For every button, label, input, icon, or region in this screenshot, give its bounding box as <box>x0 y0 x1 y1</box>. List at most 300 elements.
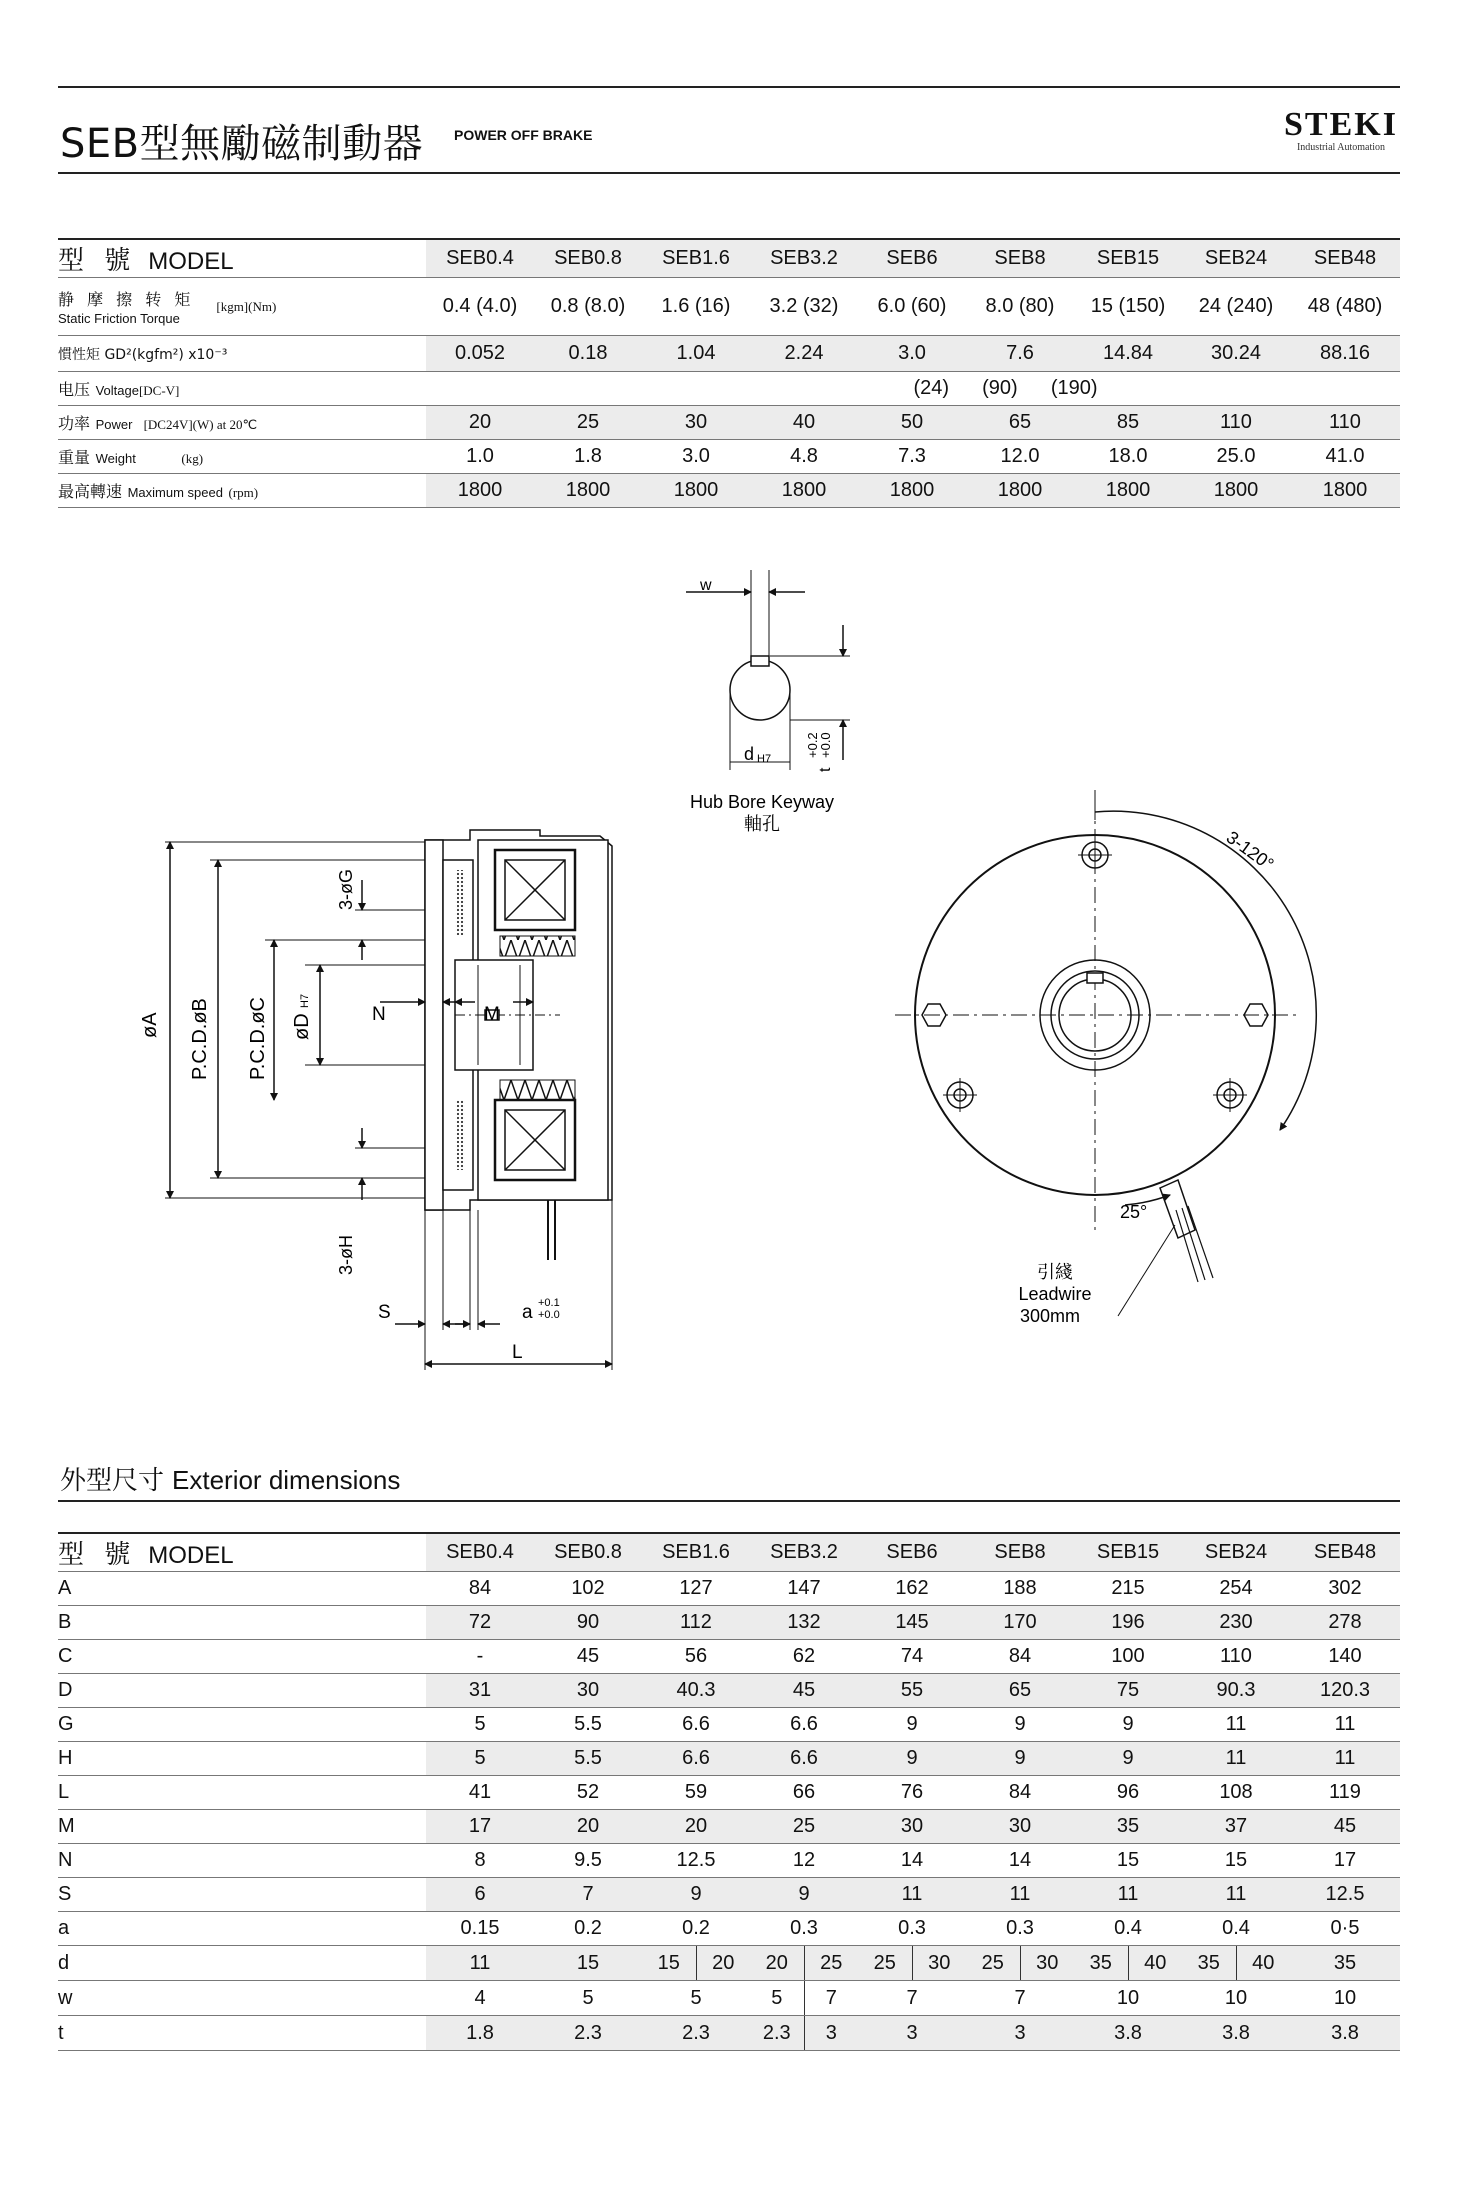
speed-label: 最高轉速 Maximum speed (rpm) <box>58 481 259 501</box>
dims-cell: 6.6 <box>750 1742 858 1776</box>
dims-cell: 35 <box>1290 1946 1400 1981</box>
dims-cell: 14 <box>900 1849 924 1871</box>
dim-H-label: 3-øH <box>336 1235 356 1275</box>
dims-cell: 102 <box>571 1577 605 1599</box>
torque-row <box>58 278 1400 336</box>
dims-row-label: t <box>58 2021 64 2044</box>
dim-D-sub: H7 <box>299 993 311 1008</box>
hub-caption-zh: 軸孔 <box>744 814 780 834</box>
dims-cell: 10 <box>1224 1986 1248 2009</box>
dims-split-value: 3 <box>825 2021 837 2044</box>
speed-cell: 1800 <box>534 474 642 508</box>
hub-t-tol-lower: +0.0 <box>818 732 833 758</box>
voltage-label: 电压 Voltage[DC-V] <box>58 379 180 399</box>
dims-cell: 15 <box>1224 1849 1248 1871</box>
dim-S-label: S <box>378 1302 391 1323</box>
dims-cell: 302 <box>1328 1577 1362 1599</box>
hub-t-tol-upper: +0.2 <box>805 732 820 758</box>
dims-row-label: L <box>58 1781 70 1803</box>
dims-cell: 84 <box>468 1577 492 1599</box>
dims-cell: 55 <box>858 1674 966 1708</box>
dims-cell: - <box>476 1645 484 1667</box>
dims-cell: 3 <box>966 2016 1074 2051</box>
dims-cell: 5 <box>690 1986 702 2009</box>
dims-row-label: S <box>58 1883 72 1905</box>
dims-cell: 7 <box>1014 1986 1026 2009</box>
dims-cell: 196 <box>1074 1606 1182 1640</box>
dims-cell: 8 <box>474 1849 486 1871</box>
dims-cell: 11 <box>1225 1713 1247 1735</box>
dims-row <box>58 1946 1400 1981</box>
weight-cell: 18.0 <box>1108 445 1148 467</box>
dims-cell: 147 <box>787 1577 821 1599</box>
speed-cell: 1800 <box>1290 474 1400 508</box>
dims-cell <box>1074 1946 1182 1981</box>
dims-cell: 31 <box>426 1674 534 1708</box>
dims-row-label: D <box>58 1679 73 1701</box>
dims-cell: 30 <box>858 1810 966 1844</box>
dims-cell: 162 <box>895 1577 929 1599</box>
model-cell: SEB8 <box>966 1534 1074 1572</box>
dims-cell: 14 <box>1008 1849 1032 1871</box>
speed-cell: 1800 <box>858 474 966 508</box>
dims-row-label: H <box>58 1747 73 1769</box>
torque-cell: 24 (240) <box>1198 295 1274 317</box>
dims-cell: 3 <box>858 2016 966 2051</box>
dims-cell: 65 <box>966 1674 1074 1708</box>
dims-row-label: N <box>58 1849 73 1871</box>
mounting-hole <box>1078 838 1112 872</box>
brand-logo <box>1282 108 1400 154</box>
dims-cell: 10 <box>1333 1986 1357 2009</box>
model-cell: SEB15 <box>1074 240 1182 278</box>
model-cell: SEB1.6 <box>642 1534 750 1572</box>
top-rule <box>58 86 1400 88</box>
model-cell: SEB0.8 <box>534 1534 642 1572</box>
dims-cell: 76 <box>900 1781 924 1803</box>
dims-row <box>58 1912 1400 1946</box>
inertia-cell: 88.16 <box>1290 336 1400 372</box>
dims-cell: 90.3 <box>1182 1674 1290 1708</box>
dims-split-value: 25 <box>820 1951 843 1974</box>
dims-cell: 52 <box>576 1781 600 1803</box>
weight-row <box>58 440 1400 474</box>
mounting-hole <box>943 1078 977 1112</box>
torque-cell: 0.4 (4.0) <box>442 295 518 317</box>
dims-cell: 100 <box>1111 1645 1145 1667</box>
weight-cell: 25.0 <box>1216 445 1256 467</box>
inertia-cell: 1.04 <box>642 336 750 372</box>
dims-split-value: 20 <box>750 1946 805 1980</box>
torque-cell: 15 (150) <box>1090 295 1166 317</box>
dims-cell: 119 <box>1329 1781 1361 1803</box>
hub-t-label: t <box>817 767 834 772</box>
dims-cell: 12.5 <box>676 1849 716 1871</box>
dims-split-cell <box>858 1946 966 1980</box>
dims-cell: 40.3 <box>642 1674 750 1708</box>
voltage-value: (190) <box>1050 377 1098 399</box>
dim-L-label: L <box>512 1342 523 1363</box>
speed-row <box>58 474 1400 508</box>
dims-split-cell <box>750 1946 858 1980</box>
dims-row <box>58 1844 1400 1878</box>
logo-word: STEKI <box>1284 106 1398 143</box>
speed-cell: 1800 <box>1074 474 1182 508</box>
spec-header-row <box>58 240 1400 278</box>
inertia-cell: 0.052 <box>426 336 534 372</box>
dims-cell: 41 <box>468 1781 492 1803</box>
section-title: 外型尺寸 Exterior dimensions <box>60 1465 401 1496</box>
model-cell: SEB0.8 <box>534 240 642 278</box>
dims-cell: 9 <box>1122 1713 1134 1735</box>
model-cell: SEB6 <box>858 240 966 278</box>
model-cell: SEB24 <box>1182 1534 1290 1572</box>
power-cell: 85 <box>1074 406 1182 440</box>
dims-cell: 6.6 <box>790 1713 818 1735</box>
dims-cell: 45 <box>750 1674 858 1708</box>
page-title: SEB型無勵磁制動器 <box>60 121 424 167</box>
speed-cell: 1800 <box>426 474 534 508</box>
dims-cell: 45 <box>1290 1810 1400 1844</box>
dims-cell: 25 <box>750 1810 858 1844</box>
leadwire-label-en: Leadwire <box>1018 1284 1092 1304</box>
mounting-hole <box>1213 1078 1247 1112</box>
torque-cell: 6.0 (60) <box>877 295 947 317</box>
dims-cell: 11 <box>858 1878 966 1912</box>
dims-split-cell <box>1182 1946 1290 1980</box>
dims-cell: 6 <box>426 1878 534 1912</box>
dims-cell: 15 <box>1116 1849 1140 1871</box>
hub-keyway-slot <box>751 656 769 666</box>
model-cell: SEB15 <box>1074 1534 1182 1572</box>
angle-25-label: 25° <box>1120 1202 1148 1222</box>
dims-split-value: 20 <box>712 1951 735 1974</box>
dims-split-value: 2.3 <box>750 2016 805 2050</box>
weight-cell: 1.8 <box>574 445 602 467</box>
dims-split-value: 30 <box>1036 1951 1059 1974</box>
dims-cell: 11 <box>1182 1742 1290 1776</box>
dims-cell: 9 <box>858 1742 966 1776</box>
inertia-cell: 30.24 <box>1182 336 1290 372</box>
brake-side-section <box>165 830 612 1370</box>
dims-cell: 0.4 <box>1114 1917 1142 1939</box>
dims-cell: 0.2 <box>682 1917 710 1939</box>
weight-cell: 1.0 <box>466 445 494 467</box>
dims-row-label: M <box>58 1815 75 1837</box>
dims-cell <box>750 1946 858 1981</box>
model-cell: SEB1.6 <box>642 240 750 278</box>
voltage-value: (24) <box>913 377 950 399</box>
dims-row-label: C <box>58 1645 73 1667</box>
dims-cell <box>858 1946 966 1981</box>
dims-cell: 11 <box>1182 1878 1290 1912</box>
power-cell: 110 <box>1182 406 1290 440</box>
logo-tagline: Industrial Automation <box>1296 142 1386 153</box>
dims-cell: 120.3 <box>1290 1674 1400 1708</box>
dims-cell: 12.5 <box>1290 1878 1400 1912</box>
hub-d-label: d <box>744 744 755 764</box>
dims-split-value: 40 <box>1252 1951 1275 1974</box>
dims-cell: 4 <box>474 1986 486 2009</box>
dim-a-label: a <box>522 1302 533 1323</box>
dims-cell: 96 <box>1116 1781 1140 1803</box>
dims-cell: 0.3 <box>1006 1917 1034 1939</box>
speed-cell: 1800 <box>1182 474 1290 508</box>
dims-cell: 3.8 <box>1074 2016 1182 2051</box>
dim-B-label: P.C.D.øB <box>189 998 211 1080</box>
inertia-cell: 3.0 <box>858 336 966 372</box>
dims-row-label: G <box>58 1713 74 1735</box>
dims-split-cell <box>966 1946 1074 1980</box>
dim-C-label: P.C.D.øC <box>247 997 269 1080</box>
model-cell: SEB24 <box>1182 240 1290 278</box>
dims-row <box>58 1776 1400 1810</box>
dims-row-label: d <box>58 1951 70 1974</box>
dims-cell: 9.5 <box>574 1849 602 1871</box>
dims-cell: 145 <box>858 1606 966 1640</box>
dims-cell: 45 <box>576 1645 600 1667</box>
model-cell: SEB48 <box>1290 1534 1400 1572</box>
dims-split-cell <box>1074 1946 1182 1980</box>
dims-cell: 30 <box>966 1810 1074 1844</box>
dims-cell <box>750 2016 858 2051</box>
dims-split-value: 30 <box>928 1951 951 1974</box>
weight-cell: 3.0 <box>682 445 710 467</box>
dims-cell: 5.5 <box>534 1742 642 1776</box>
dims-cell: 11 <box>1290 1742 1400 1776</box>
angle-120-label: 3-120° <box>1222 827 1278 875</box>
dim-D-label: øD <box>291 1013 313 1040</box>
dims-split-value: 40 <box>1144 1951 1167 1974</box>
dims-cell: 66 <box>792 1781 816 1803</box>
dim-a-tol-upper: +0.1 <box>538 1297 560 1309</box>
dims-split-value: 25 <box>966 1946 1021 1980</box>
torque-cell: 48 (480) <box>1307 295 1383 317</box>
dims-cell: 0.15 <box>460 1917 500 1939</box>
dims-cell: 278 <box>1290 1606 1400 1640</box>
torque-cell: 3.2 (32) <box>769 295 839 317</box>
dimensions-table <box>58 1534 1400 2051</box>
dims-cell: 90 <box>534 1606 642 1640</box>
dims-cell: 5.5 <box>574 1713 602 1735</box>
dims-cell: 9 <box>642 1878 750 1912</box>
speed-cell: 1800 <box>966 474 1074 508</box>
dims-cell: 5 <box>582 1986 594 2009</box>
voltage-values <box>426 372 1400 406</box>
dims-cell: 35 <box>1074 1810 1182 1844</box>
dims-cell: 75 <box>1074 1674 1182 1708</box>
dims-split-value: 15 <box>642 1946 697 1980</box>
dims-split-cell <box>642 1946 750 1980</box>
dims-row-label: a <box>58 1917 70 1939</box>
speed-cell: 1800 <box>750 474 858 508</box>
dims-row <box>58 1572 1400 1606</box>
dims-cell: 6.6 <box>642 1742 750 1776</box>
dims-row <box>58 1708 1400 1742</box>
dims-cell: 254 <box>1219 1577 1253 1599</box>
hub-bore-circle <box>730 660 790 720</box>
dims-split-value: 35 <box>1074 1946 1129 1980</box>
weight-cell: 7.3 <box>898 445 926 467</box>
dims-cell: 1.8 <box>426 2016 534 2051</box>
dims-cell: 132 <box>750 1606 858 1640</box>
dims-cell: 3.8 <box>1290 2016 1400 2051</box>
dims-header-row <box>58 1534 1400 1572</box>
power-label: 功率 Power [DC24V](W) at 20℃ <box>58 413 258 433</box>
header-bottom-rule <box>58 172 1400 174</box>
torque-cell: 0.8 (8.0) <box>550 295 626 317</box>
dims-cell: 170 <box>966 1606 1074 1640</box>
dims-row <box>58 1878 1400 1912</box>
dims-cell: 11 <box>426 1946 534 1981</box>
dims-cell: 0.3 <box>898 1917 926 1939</box>
inertia-cell: 0.18 <box>534 336 642 372</box>
dim-G-label: 3-øG <box>336 868 356 910</box>
inertia-cell: 7.6 <box>966 336 1074 372</box>
dims-cell <box>642 1946 750 1981</box>
technical-drawing <box>0 540 1460 1400</box>
model-cell: SEB3.2 <box>750 240 858 278</box>
dims-split-value: 35 <box>1182 1946 1237 1980</box>
power-cell: 40 <box>750 406 858 440</box>
dims-cell: 3.8 <box>1182 2016 1290 2051</box>
dims-cell: 127 <box>679 1577 713 1599</box>
dims-model-label: 型 號 MODEL <box>58 1540 234 1570</box>
dims-cell: 30 <box>534 1674 642 1708</box>
power-cell: 110 <box>1290 406 1400 440</box>
voltage-value: (90) <box>982 377 1018 399</box>
dims-cell: 12 <box>792 1849 816 1871</box>
dim-N-label: N <box>372 1004 386 1025</box>
model-cell: SEB0.4 <box>426 1534 534 1572</box>
inertia-row <box>58 336 1400 372</box>
model-cell: SEB8 <box>966 240 1074 278</box>
hub-d-sub: H7 <box>757 753 772 765</box>
dims-cell: 62 <box>792 1645 816 1667</box>
dims-row <box>58 1981 1400 2016</box>
dims-row <box>58 1742 1400 1776</box>
dims-cell: 0.4 <box>1222 1917 1250 1939</box>
dims-split-value: 7 <box>825 1986 837 2009</box>
dims-cell: 17 <box>426 1810 534 1844</box>
speed-cell: 1800 <box>642 474 750 508</box>
dims-cell: 7 <box>534 1878 642 1912</box>
power-row <box>58 406 1400 440</box>
dims-row <box>58 1674 1400 1708</box>
dims-cell: 108 <box>1219 1781 1253 1803</box>
dims-cell: 112 <box>642 1606 750 1640</box>
dims-split-value: 5 <box>750 1981 805 2015</box>
dims-cell <box>966 1946 1074 1981</box>
dims-cell: 15 <box>534 1946 642 1981</box>
dims-cell: 17 <box>1333 1849 1357 1871</box>
dims-row-label: w <box>58 1986 73 2009</box>
dim-A-label: øA <box>139 1012 161 1038</box>
dims-cell: 110 <box>1220 1645 1252 1667</box>
dims-row-label: A <box>58 1577 72 1599</box>
dim-a-tol-lower: +0.0 <box>538 1309 560 1321</box>
dims-cell: 9 <box>750 1878 858 1912</box>
dims-cell: 10 <box>1116 1986 1140 2009</box>
dims-cell: 2.3 <box>534 2016 642 2051</box>
dims-split-value: 25 <box>858 1946 913 1980</box>
weight-cell: 4.8 <box>790 445 818 467</box>
dims-row <box>58 1810 1400 1844</box>
dims-cell: 9 <box>966 1742 1074 1776</box>
model-cell: SEB6 <box>858 1534 966 1572</box>
weight-cell: 41.0 <box>1325 445 1365 467</box>
dims-cell: 215 <box>1111 1577 1145 1599</box>
torque-cell: 8.0 (80) <box>985 295 1055 317</box>
dims-cell: 0·5 <box>1330 1917 1360 1939</box>
power-cell: 20 <box>426 406 534 440</box>
power-cell: 30 <box>642 406 750 440</box>
torque-label: 静 摩 擦 转 矩 Static Friction Torque [kgm](Nm) <box>58 290 277 326</box>
dims-cell: 188 <box>1003 1577 1037 1599</box>
dims-cell: 9 <box>906 1713 918 1735</box>
dims-cell: 72 <box>426 1606 534 1640</box>
dims-cell: 56 <box>684 1645 708 1667</box>
dims-row <box>58 1640 1400 1674</box>
inertia-label: 慣性矩 GD²(kgfm²) x10⁻³ <box>58 347 228 363</box>
inertia-cell: 2.24 <box>750 336 858 372</box>
dims-row <box>58 1606 1400 1640</box>
dims-cell: 0.2 <box>574 1917 602 1939</box>
hub-caption-en: Hub Bore Keyway <box>689 792 835 812</box>
weight-label: 重量 Weight (kg) <box>58 447 204 467</box>
power-cell: 65 <box>966 406 1074 440</box>
power-cell: 50 <box>858 406 966 440</box>
dims-cell: 5 <box>426 1742 534 1776</box>
dims-cell: 7 <box>906 1986 918 2009</box>
dims-row-label: B <box>58 1611 72 1633</box>
power-cell: 25 <box>534 406 642 440</box>
dims-cell: 9 <box>1074 1742 1182 1776</box>
spec-model-label: 型 號 MODEL <box>58 246 234 276</box>
dims-cell: 0.3 <box>790 1917 818 1939</box>
dim-M-label: M <box>484 1004 500 1025</box>
model-cell: SEB48 <box>1290 240 1400 278</box>
dims-cell: 9 <box>1014 1713 1026 1735</box>
dims-cell <box>750 1981 858 2016</box>
spec-table <box>58 240 1400 508</box>
section-rule <box>58 1500 1400 1502</box>
dims-cell: 37 <box>1182 1810 1290 1844</box>
dims-cell: 20 <box>642 1810 750 1844</box>
weight-cell: 12.0 <box>1000 445 1040 467</box>
dims-cell: 11 <box>1334 1713 1356 1735</box>
dims-cell: 11 <box>1074 1878 1182 1912</box>
dims-cell: 84 <box>1008 1645 1032 1667</box>
inertia-cell: 14.84 <box>1074 336 1182 372</box>
leadwire-label-zh: 引綫 <box>1037 1262 1073 1282</box>
voltage-row <box>58 372 1400 406</box>
dims-cell: 230 <box>1182 1606 1290 1640</box>
dims-cell: 6.6 <box>682 1713 710 1735</box>
dims-cell: 140 <box>1328 1645 1362 1667</box>
dims-split-cell <box>750 2016 858 2050</box>
dims-row <box>58 2016 1400 2051</box>
dims-cell: 20 <box>534 1810 642 1844</box>
brake-front-view <box>895 790 1316 1316</box>
leadwire-length: 300mm <box>1019 1306 1081 1326</box>
page-subtitle: POWER OFF BRAKE <box>454 127 593 143</box>
dims-cell: 11 <box>966 1878 1074 1912</box>
model-cell: SEB3.2 <box>750 1534 858 1572</box>
dims-split-cell <box>750 1981 858 2015</box>
dims-cell: 84 <box>1008 1781 1032 1803</box>
hub-w-label: w <box>700 577 712 594</box>
